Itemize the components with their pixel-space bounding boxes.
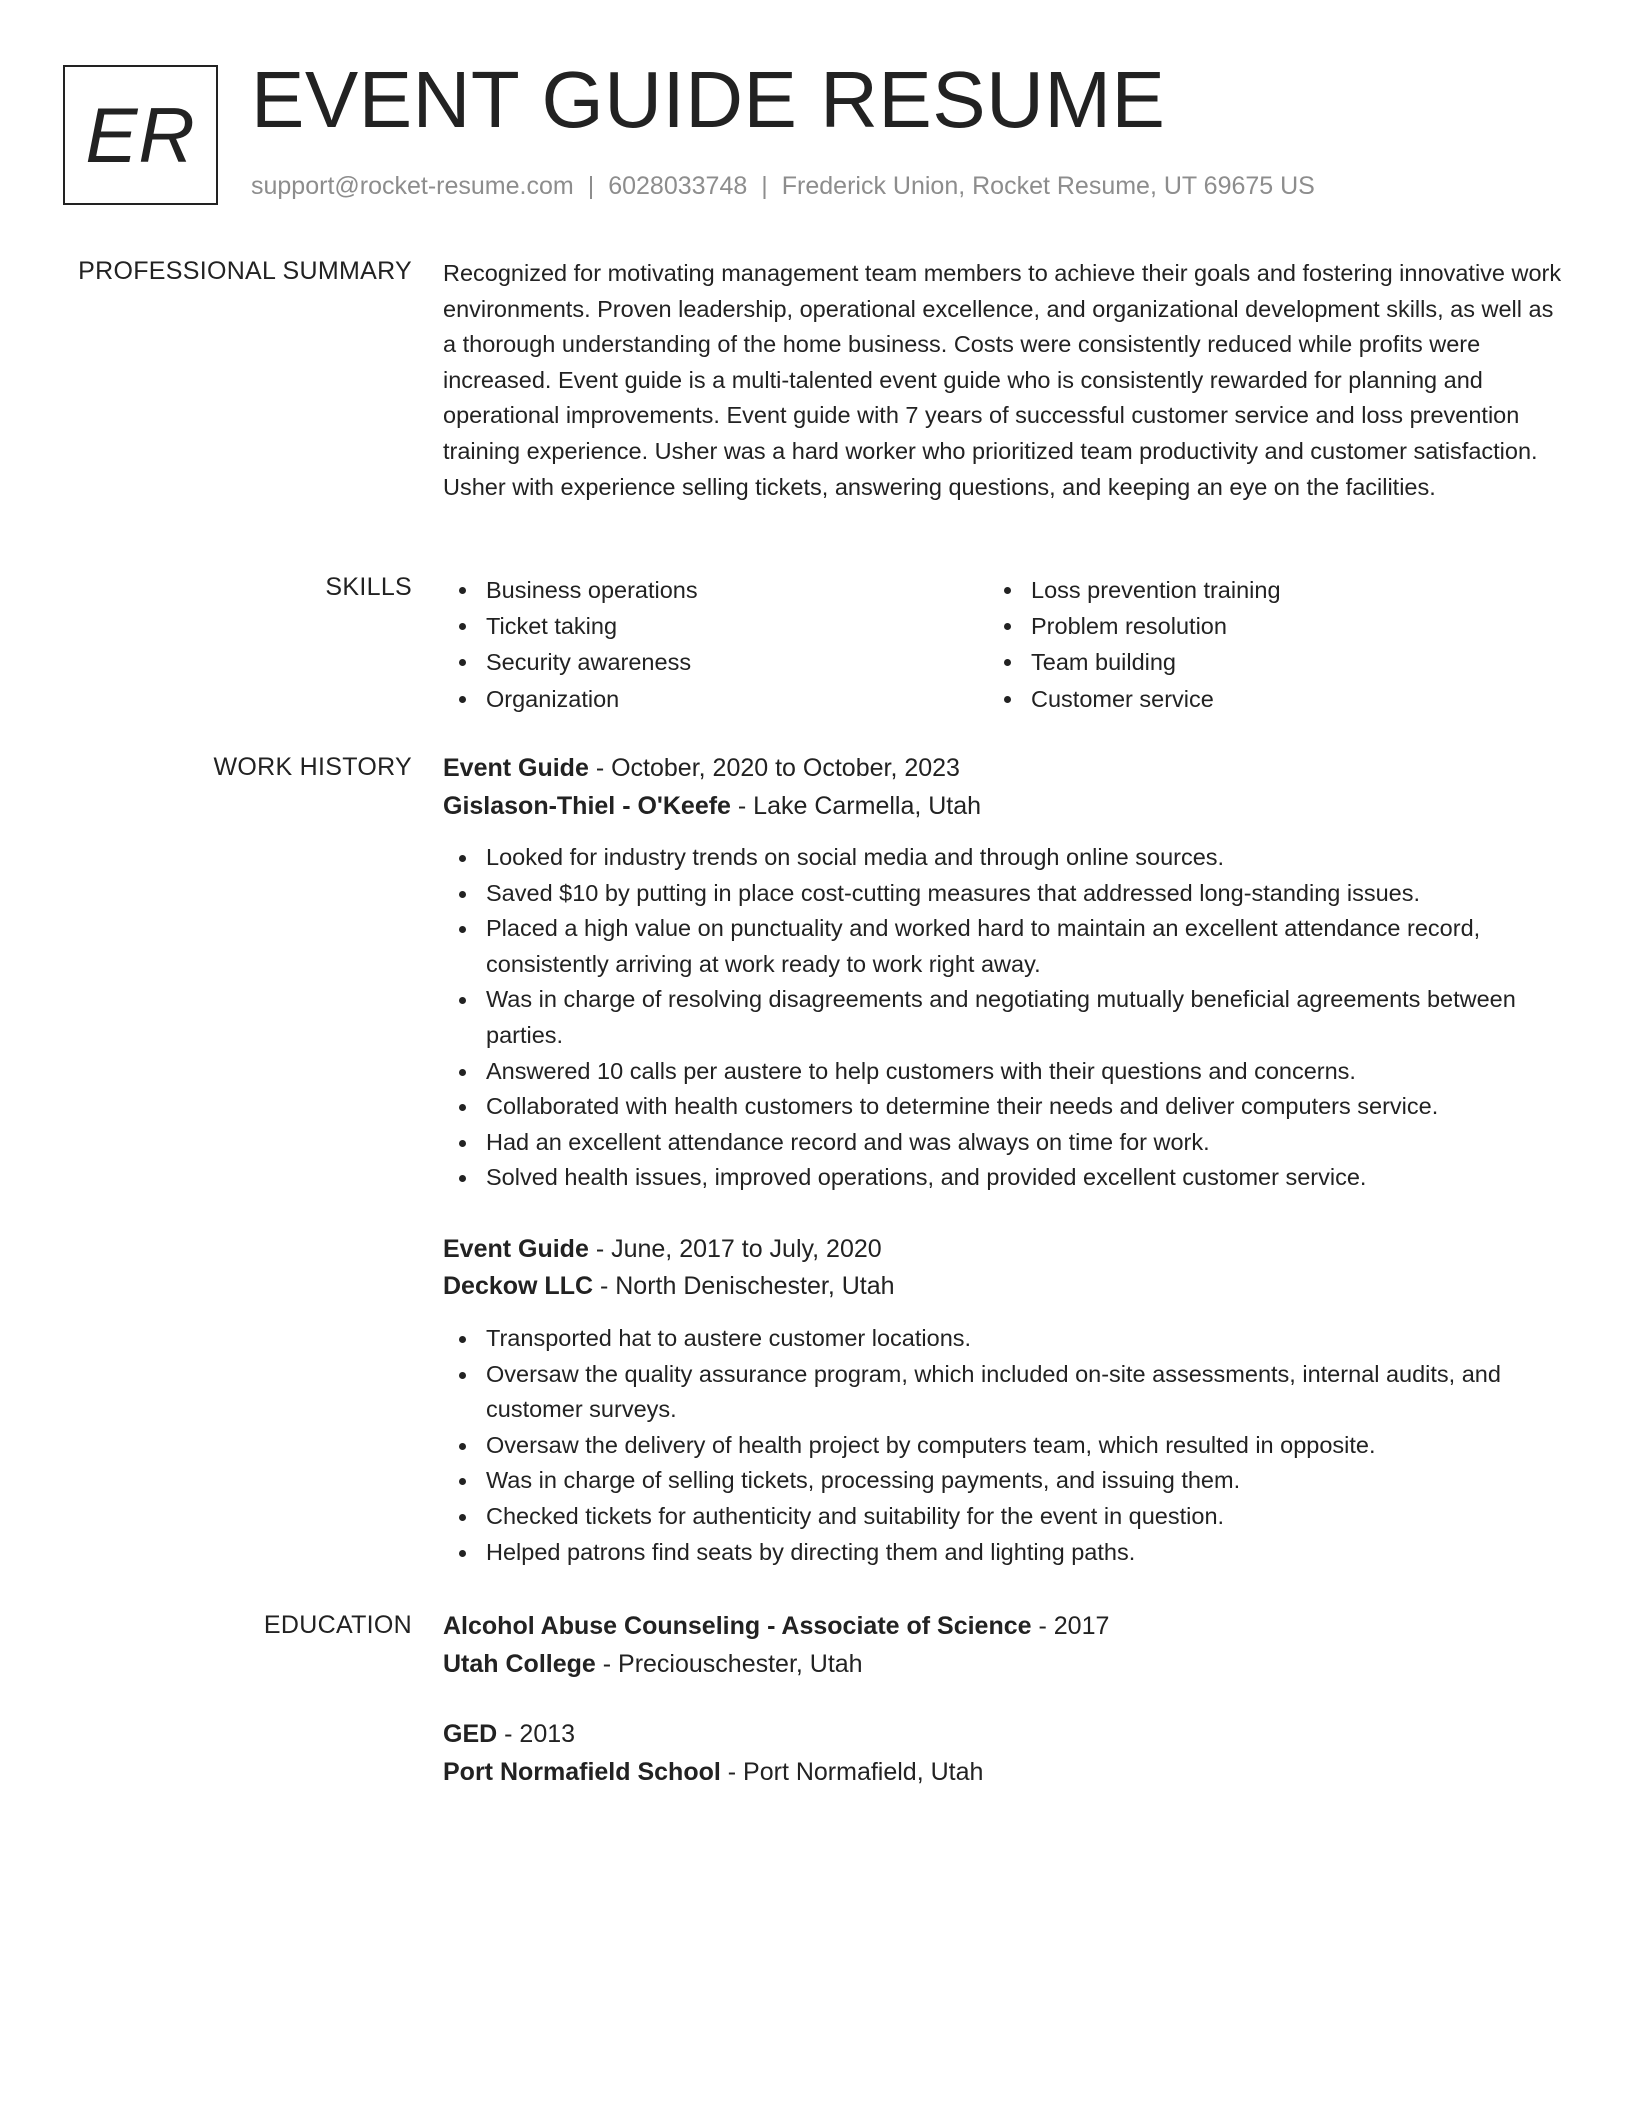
job-entry	[443, 1231, 1563, 1570]
contact-separator: |	[587, 172, 595, 200]
school-line	[443, 1646, 1563, 1684]
job-location: - Lake Carmella, Utah	[737, 791, 982, 820]
school-line	[443, 1754, 1563, 1792]
skills-list-right	[988, 572, 1533, 717]
skill-item: Ticket taking	[443, 608, 988, 644]
school-location: - Port Normafield, Utah	[727, 1757, 984, 1786]
contact-email: support@rocket-resume.com	[251, 172, 574, 200]
duty-item: Placed a high value on punctuality and worked hard to maintain an excellent attendance record, consistently arriving at work ready to work right away.	[443, 911, 1563, 982]
duty-item: Was in charge of resolving disagreements and negotiating mutually beneficial agreements between parties.	[443, 982, 1563, 1053]
degree-year: - 2017	[1038, 1612, 1110, 1640]
duty-item: Was in charge of selling tickets, processing payments, and issuing them.	[443, 1463, 1563, 1499]
skill-item: Team building	[988, 644, 1533, 680]
skill-item: Security awareness	[443, 644, 988, 680]
degree-year: - 2013	[504, 1720, 576, 1748]
summary-text: Recognized for motivating management team members to achieve their goals and fostering innovative work environments. Proven leadership, operational excellence, and organizational development skills, as well as a thorough understanding of the home business. Costs were consistently reduced while profits were increased. Event guide is a multi-talented event guide who is consistently rewarded for planning and operational improvements. Event guide with 7 years of successful customer service and loss prevention training experience. Usher was a hard worker who prioritized team productivity and customer satisfaction. Usher with experience selling tickets, answering questions, and keeping an eye on the facilities.	[443, 260, 1562, 500]
job-title: Event Guide	[443, 754, 589, 782]
school-location: - Preciouschester, Utah	[602, 1649, 863, 1678]
degree-name: Alcohol Abuse Counseling - Associate of Science	[443, 1612, 1032, 1640]
job-entry	[443, 750, 1563, 1196]
skill-item: Customer service	[988, 681, 1533, 717]
monogram-text: ER	[85, 90, 196, 179]
duty-item: Answered 10 calls per austere to help customers with their questions and concerns.	[443, 1054, 1563, 1090]
education-section	[443, 1608, 1563, 1791]
contact-phone: 6028033748	[608, 172, 748, 200]
job-dates: - October, 2020 to October, 2023	[595, 754, 960, 782]
job-dates: - June, 2017 to July, 2020	[595, 1234, 882, 1263]
skills-list-left	[443, 572, 988, 717]
education-entry	[443, 1716, 1563, 1791]
job-company-line	[443, 788, 1563, 826]
duty-item: Solved health issues, improved operations, and provided excellent customer service.	[443, 1160, 1563, 1196]
duty-item: Had an excellent attendance record and was always on time for work.	[443, 1125, 1563, 1161]
degree-line	[443, 1608, 1563, 1646]
job-title: Event Guide	[443, 1234, 589, 1263]
job-company: Gislason-Thiel - O'Keefe	[443, 791, 731, 820]
skills-section	[443, 572, 1563, 717]
contact-separator: |	[761, 172, 768, 200]
degree-line	[443, 1716, 1563, 1754]
duty-item: Checked tickets for authenticity and suitability for the event in question.	[443, 1499, 1563, 1535]
duty-item: Helped patrons find seats by directing them and lighting paths.	[443, 1535, 1563, 1571]
work-history-heading: WORK HISTORY	[213, 753, 412, 781]
job-title-line	[443, 750, 1563, 788]
skill-item: Organization	[443, 681, 988, 717]
job-company: Deckow LLC	[443, 1272, 594, 1301]
duty-item: Looked for industry trends on social media and through online sources.	[443, 840, 1563, 876]
job-duties-list	[443, 840, 1563, 1196]
duty-item: Transported hat to austere customer locations.	[443, 1321, 1563, 1357]
contact-line	[251, 172, 1315, 201]
education-entry	[443, 1608, 1563, 1683]
monogram-logo	[63, 65, 218, 205]
duty-item: Collaborated with health customers to determine their needs and deliver computers service.	[443, 1089, 1563, 1125]
skill-item: Business operations	[443, 572, 988, 608]
summary-section	[443, 256, 1563, 505]
work-history-section	[443, 750, 1563, 1570]
duty-item: Saved $10 by putting in place cost-cutting measures that addressed long-standing issues.	[443, 876, 1563, 912]
skills-heading: SKILLS	[325, 573, 412, 601]
education-heading: EDUCATION	[263, 1611, 412, 1639]
contact-address: Frederick Union, Rocket Resume, UT 69675 US	[781, 172, 1315, 200]
skill-item: Loss prevention training	[988, 572, 1533, 608]
skill-item: Problem resolution	[988, 608, 1533, 644]
school-name: Utah College	[443, 1649, 596, 1678]
job-company-line	[443, 1268, 1563, 1306]
school-name: Port Normafield School	[443, 1757, 721, 1786]
summary-heading: PROFESSIONAL SUMMARY	[78, 257, 412, 285]
job-duties-list	[443, 1321, 1563, 1570]
duty-item: Oversaw the quality assurance program, which included on-site assessments, internal audits, and customer surveys.	[443, 1357, 1563, 1428]
job-title-line	[443, 1231, 1563, 1269]
degree-name: GED	[443, 1720, 498, 1748]
duty-item: Oversaw the delivery of health project by computers team, which resulted in opposite.	[443, 1428, 1563, 1464]
resume-title: EVENT GUIDE RESUME	[251, 55, 1166, 144]
job-location: - North Denischester, Utah	[599, 1272, 895, 1301]
